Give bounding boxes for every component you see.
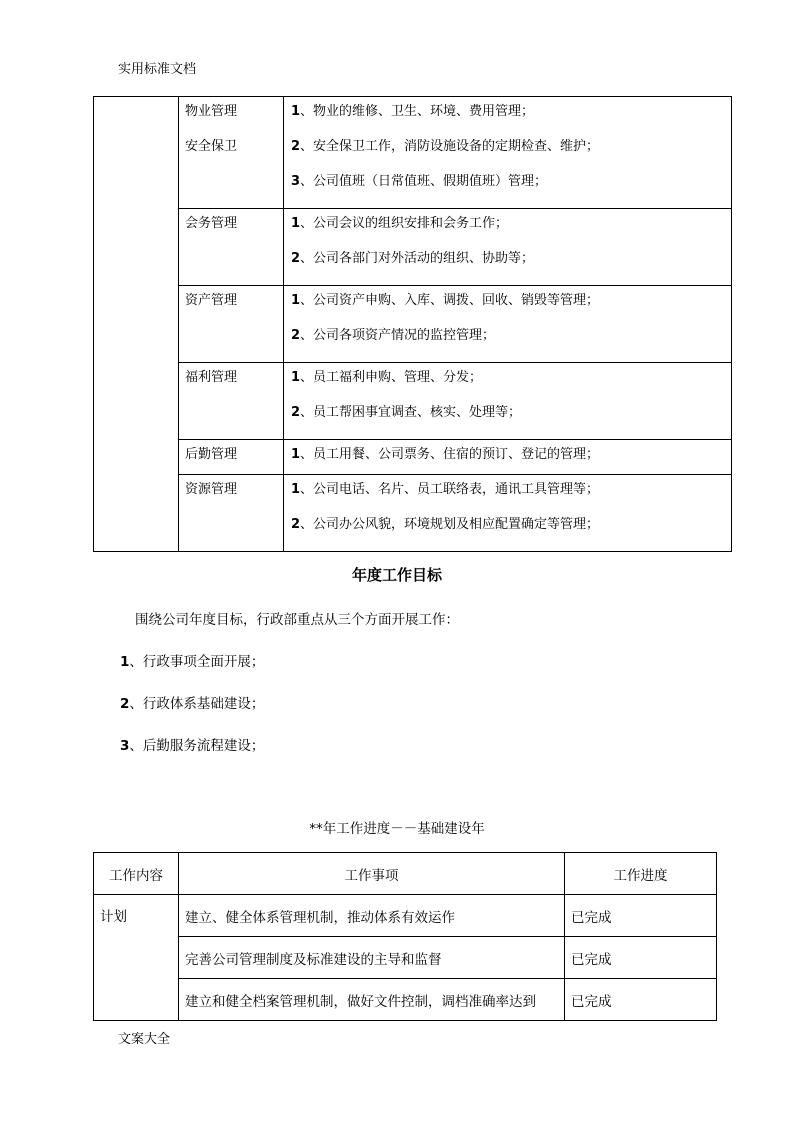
category-label: 会务管理 [185, 216, 238, 231]
category-label: 后勤管理 [185, 447, 238, 462]
table-row [94, 937, 717, 979]
duty-item: 3、公司值班（日常值班、假期值班）管理； [291, 174, 548, 189]
items-cell [284, 440, 732, 475]
category-cell [179, 440, 284, 475]
table-row [94, 286, 732, 363]
work-item-cell: 建立和健全档案管理机制，做好文件控制，调档准确率达到 [179, 979, 565, 1021]
table-row [94, 895, 717, 937]
column-header: 工作内容 [94, 853, 179, 895]
category-cell [179, 363, 284, 440]
duty-item: 1、公司会议的组织安排和会务工作； [291, 216, 509, 231]
goal-item: 3、后勤服务流程建设； [120, 738, 265, 754]
category-cell [179, 475, 284, 552]
category-cell: 计划 [94, 895, 179, 1021]
category-label: 资产管理 [185, 293, 238, 308]
table-row [94, 97, 732, 209]
work-item-cell: 建立、健全体系管理机制，推动体系有效运作 [179, 895, 565, 937]
items-cell [284, 363, 732, 440]
column-header: 工作事项 [179, 853, 565, 895]
status-cell: 已完成 [565, 895, 717, 937]
status-cell: 已完成 [565, 937, 717, 979]
duty-item: 1、员工福利申购、管理、分发； [291, 370, 483, 385]
duty-item: 2、公司各项资产情况的监控管理； [291, 328, 496, 343]
items-cell [284, 475, 732, 552]
category-label: 物业管理 [185, 104, 238, 119]
category-cell [179, 209, 284, 286]
table-header-row [94, 853, 717, 895]
goals-intro: 围绕公司年度目标，行政部重点从三个方面开展工作： [135, 612, 459, 628]
duty-item: 2、员工帮困事宜调查、核实、处理等； [291, 405, 522, 420]
category-label: 资源管理 [185, 482, 238, 497]
duty-item: 2、公司办公风貌，环境规划及相应配置确定等管理； [291, 517, 600, 532]
duty-item: 1、公司资产申购、入库、调拨、回收、销毁等管理； [291, 293, 600, 308]
goal-item: 2、行政体系基础建设； [120, 696, 265, 712]
status-cell: 已完成 [565, 979, 717, 1021]
table-row [94, 475, 732, 552]
duty-item: 2、安全保卫工作，消防设施设备的定期检查、维护； [291, 139, 600, 154]
goal-item: 1、行政事项全面开展； [120, 654, 265, 670]
table-row [94, 209, 732, 286]
table-row [94, 363, 732, 440]
progress-table-title: **年工作进度－－基础建设年 [309, 821, 485, 837]
category-label: 福利管理 [185, 370, 238, 385]
section-title: 年度工作目标 [351, 566, 442, 584]
category-label: 安全保卫 [185, 139, 238, 154]
column-header: 工作进度 [565, 853, 717, 895]
category-cell [179, 97, 284, 209]
progress-table [93, 852, 717, 1021]
duty-item: 2、公司各部门对外活动的组织、协助等； [291, 251, 535, 266]
table-row [94, 979, 717, 1021]
table-row [94, 440, 732, 475]
items-cell [284, 209, 732, 286]
duty-item: 1、物业的维修、卫生、环境、费用管理； [291, 104, 535, 119]
department-duties-table [93, 96, 732, 552]
blank-department-cell [94, 97, 179, 552]
category-cell [179, 286, 284, 363]
page-footer: 文案大全 [118, 1032, 171, 1047]
duty-item: 1、公司电话、名片、员工联络表，通讯工具管理等； [291, 482, 600, 497]
items-cell [284, 286, 732, 363]
duty-item: 1、员工用餐、公司票务、住宿的预订、登记的管理； [291, 447, 600, 462]
items-cell [284, 97, 732, 209]
page-header: 实用标准文档 [118, 62, 197, 77]
work-item-cell: 完善公司管理制度及标准建设的主导和监督 [179, 937, 565, 979]
